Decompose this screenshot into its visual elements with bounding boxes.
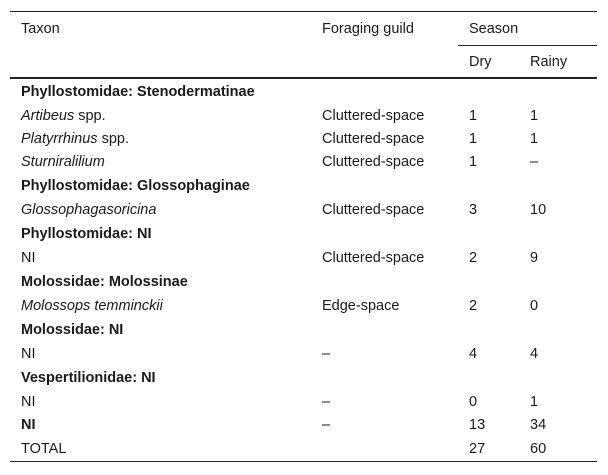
table-row — [10, 104, 597, 127]
taxon-italic: Molossops temminckii — [21, 297, 163, 314]
table-row — [10, 390, 597, 413]
header-dry: Dry — [458, 46, 519, 79]
rainy-cell: 0 — [530, 297, 539, 314]
guild-cell: – — [322, 393, 331, 410]
header-row-1 — [10, 12, 597, 46]
header-rainy: Rainy — [519, 46, 597, 79]
dry-cell: 1 — [469, 107, 478, 124]
header-taxon: Taxon — [21, 20, 60, 37]
taxon-cell: TOTAL — [10, 436, 311, 462]
rainy-cell: 1 — [530, 393, 539, 410]
guild-cell: Cluttered-space — [322, 201, 425, 218]
taxon-cell: Phyllostomidae: NI — [21, 225, 152, 242]
dry-cell — [458, 221, 519, 246]
rainy-cell: 60 — [519, 436, 597, 462]
dry-cell — [458, 173, 519, 198]
table-row — [10, 246, 597, 269]
taxon-italic: Glossophagasoricina — [21, 201, 157, 218]
table-container — [10, 11, 597, 462]
guild-cell — [311, 221, 458, 246]
rainy-cell: 1 — [530, 107, 539, 124]
guild-cell: Cluttered-space — [322, 153, 425, 170]
table-row — [10, 294, 597, 317]
group-row — [10, 221, 597, 246]
rainy-cell: 10 — [530, 201, 547, 218]
group-row — [10, 78, 597, 104]
taxon-italic: Sturniralilium — [21, 153, 105, 170]
guild-cell — [311, 269, 458, 294]
rainy-cell — [519, 317, 597, 342]
dry-cell: 0 — [469, 393, 478, 410]
group-row — [10, 365, 597, 390]
dry-cell — [458, 269, 519, 294]
taxon-italic: Artibeus — [21, 107, 75, 124]
taxon-cell — [10, 127, 311, 150]
dry-cell: 4 — [469, 345, 478, 362]
header-season: Season — [458, 12, 597, 46]
rainy-cell: – — [530, 153, 539, 170]
dry-cell — [458, 78, 519, 104]
table-row — [10, 436, 597, 462]
dry-cell: 1 — [469, 130, 478, 147]
taxon-cell: Phyllostomidae: Glossophaginae — [21, 177, 250, 194]
taxon-cell: NI — [21, 393, 36, 410]
dry-cell: 3 — [469, 201, 478, 218]
guild-cell — [311, 365, 458, 390]
guild-cell: Edge-space — [322, 297, 400, 314]
dry-cell: 13 — [469, 416, 486, 433]
rainy-cell: 1 — [530, 130, 539, 147]
rainy-cell — [519, 269, 597, 294]
guild-cell — [311, 317, 458, 342]
taxon-cell: NI — [21, 416, 36, 433]
taxon-cell — [10, 150, 311, 173]
taxon-suffix: spp. — [74, 107, 106, 124]
table-row — [10, 413, 597, 436]
dry-cell: 2 — [469, 297, 478, 314]
header-foraging-guild: Foraging guild — [322, 20, 414, 37]
group-row — [10, 269, 597, 294]
rainy-cell — [519, 78, 597, 104]
header-row-2 — [10, 46, 597, 79]
table-row — [10, 342, 597, 365]
rainy-cell — [519, 173, 597, 198]
dry-cell: 27 — [458, 436, 519, 462]
table-row — [10, 150, 597, 173]
dry-cell: 2 — [469, 249, 478, 266]
guild-cell — [311, 78, 458, 104]
group-row — [10, 173, 597, 198]
taxon-cell — [10, 104, 311, 127]
rainy-cell: 9 — [530, 249, 539, 266]
taxon-cell: NI — [21, 345, 36, 362]
guild-cell: Cluttered-space — [322, 249, 425, 266]
guild-cell — [311, 173, 458, 198]
guild-cell: – — [322, 416, 331, 433]
taxon-suffix: spp. — [97, 130, 129, 147]
taxon-cell — [10, 294, 311, 317]
taxon-cell: Vespertilionidae: NI — [21, 369, 156, 386]
taxon-cell — [10, 198, 311, 221]
dry-cell — [458, 317, 519, 342]
dry-cell — [458, 365, 519, 390]
guild-cell — [311, 436, 458, 462]
table-row — [10, 127, 597, 150]
taxon-cell: Molossidae: NI — [21, 321, 124, 338]
rainy-cell — [519, 221, 597, 246]
guild-cell: Cluttered-space — [322, 130, 425, 147]
rainy-cell: 34 — [530, 416, 547, 433]
bat-taxa-table — [10, 11, 597, 462]
table-row — [10, 198, 597, 221]
guild-cell: Cluttered-space — [322, 107, 425, 124]
dry-cell: 1 — [469, 153, 478, 170]
taxon-cell: Molossidae: Molossinae — [21, 273, 188, 290]
taxon-cell: NI — [21, 249, 36, 266]
rainy-cell: 4 — [530, 345, 539, 362]
taxon-italic: Platyrrhinus — [21, 130, 98, 147]
guild-cell: – — [322, 345, 331, 362]
rainy-cell — [519, 365, 597, 390]
taxon-cell: Phyllostomidae: Stenodermatinae — [21, 83, 255, 100]
table-body — [10, 78, 597, 462]
group-row — [10, 317, 597, 342]
